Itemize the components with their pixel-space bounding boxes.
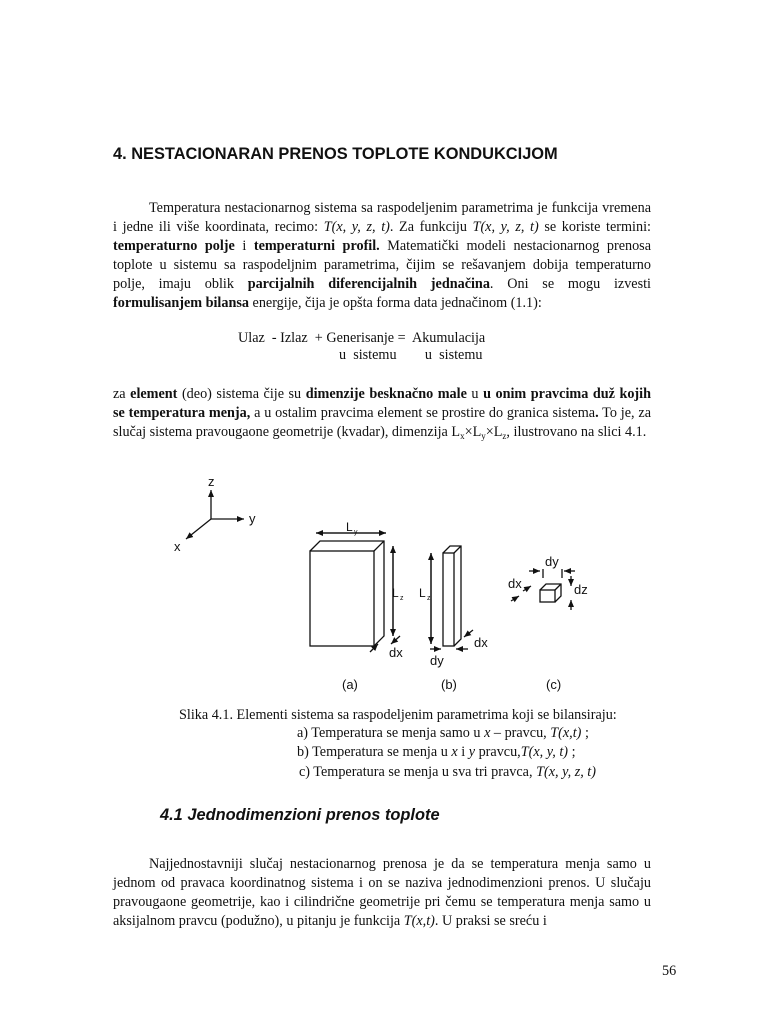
intro-paragraph: Temperatura nestacionarnog sistema sa raspodeljenim parametrima je funkcija vremena i jedne ili više koordinata, recimo: T(x, y, z, t). Za funkciju T(x, y, z, t) se koriste termini: temperaturno polje i temperaturni profil. Matematički modeli nestacionarnog prenosa toplote u sistemu sa raspodeljnim parametrima, čijim se rešavanjem dobija temperaturno polje, imaju oblik parcijalnih diferencijalnih jednačina. Oni se mogu izvesti formulisanjem bilansa energije, čija je opšta forma data jednačinom (1.1): bbox=[113, 200, 652, 311]
caption-item-b: b) Temperatura se menja u x i y pravcu,T(x, y, t) ; bbox=[297, 744, 576, 760]
formula-temperature-field: T(x, y, z, t) bbox=[323, 219, 390, 235]
caption-item-c: c) Temperatura se menja u sva tri pravca, T(x, y, z, t) bbox=[299, 764, 596, 780]
label-lz-b: L bbox=[419, 586, 426, 600]
label-dx-b: dx bbox=[474, 635, 488, 650]
axis-y-label: y bbox=[249, 511, 256, 526]
coordinate-axes bbox=[186, 490, 244, 539]
subfigure-label-a: (a) bbox=[342, 677, 358, 692]
axis-x-label: x bbox=[174, 539, 181, 554]
element-box-a bbox=[310, 533, 400, 652]
label-lz-a-sub: z bbox=[400, 595, 404, 602]
one-dimensional-paragraph: Najjednostavniji slučaj nestacionarnog prenosa je da se temperatura menja samo u jednom od pravaca koordinatnog sistema i on se naziva jednodimenzioni prenos. U slučaju pravougaone geometrije, kao i cilindrične geometrije pri čemu se temperatura menja samo u aksijalnom pravcu (podužno), u pitanju je funkcija T(x,t). U praksi se sreću i bbox=[113, 856, 651, 929]
label-dx-a: dx bbox=[389, 645, 403, 660]
caption-item-a: a) Temperatura se menja samo u x – pravcu, T(x,t) ; bbox=[297, 725, 589, 741]
element-paragraph: za element (deo) sistema čije su dimenzije besknačno male u u onim pravcima duž kojih se temperatura menja, a u ostalim pravcima element se prostire do granica sistema. To je, za slučaj sistema pravougaone geometrije (kvadar), dimenzija $L_x\times L_y\times L_z$, ilustrovano na slici 4.1. bbox=[113, 386, 651, 441]
label-dy-c: dy bbox=[545, 554, 559, 569]
label-dx-c: dx bbox=[508, 576, 522, 591]
label-lz-b-sub: z bbox=[427, 595, 431, 602]
section-heading: 4. NESTACIONARAN PRENOS TOPLOTE KONDUKCIJOM bbox=[113, 145, 558, 163]
subfigure-label-c: (c) bbox=[546, 677, 562, 692]
element-slab-b bbox=[430, 546, 473, 649]
formula-tx: T(x,t) bbox=[403, 913, 435, 929]
formula-temperature-field-2: T(x, y, z, t) bbox=[472, 219, 539, 235]
label-dy-b: dy bbox=[430, 653, 444, 668]
subfigure-label-b: (b) bbox=[441, 677, 457, 692]
label-ly-sub: y bbox=[354, 529, 358, 536]
balance-equation: Ulaz - Izlaz + Generisanje = Akumulacija bbox=[238, 330, 486, 346]
label-ly: L bbox=[346, 520, 353, 534]
page-number: 56 bbox=[662, 963, 677, 979]
balance-equation-subtext: u sistemu u sistemu bbox=[339, 347, 483, 363]
figure-caption: Slika 4.1. Elementi sistema sa raspodeljenim parametrima koji se bilansiraju: bbox=[179, 707, 617, 723]
subsection-heading: 4.1 Jednodimenzioni prenos toplote bbox=[160, 806, 440, 824]
axis-z-label: z bbox=[208, 474, 215, 489]
label-lz-a: L bbox=[392, 586, 399, 600]
label-dz-c: dz bbox=[574, 582, 588, 597]
